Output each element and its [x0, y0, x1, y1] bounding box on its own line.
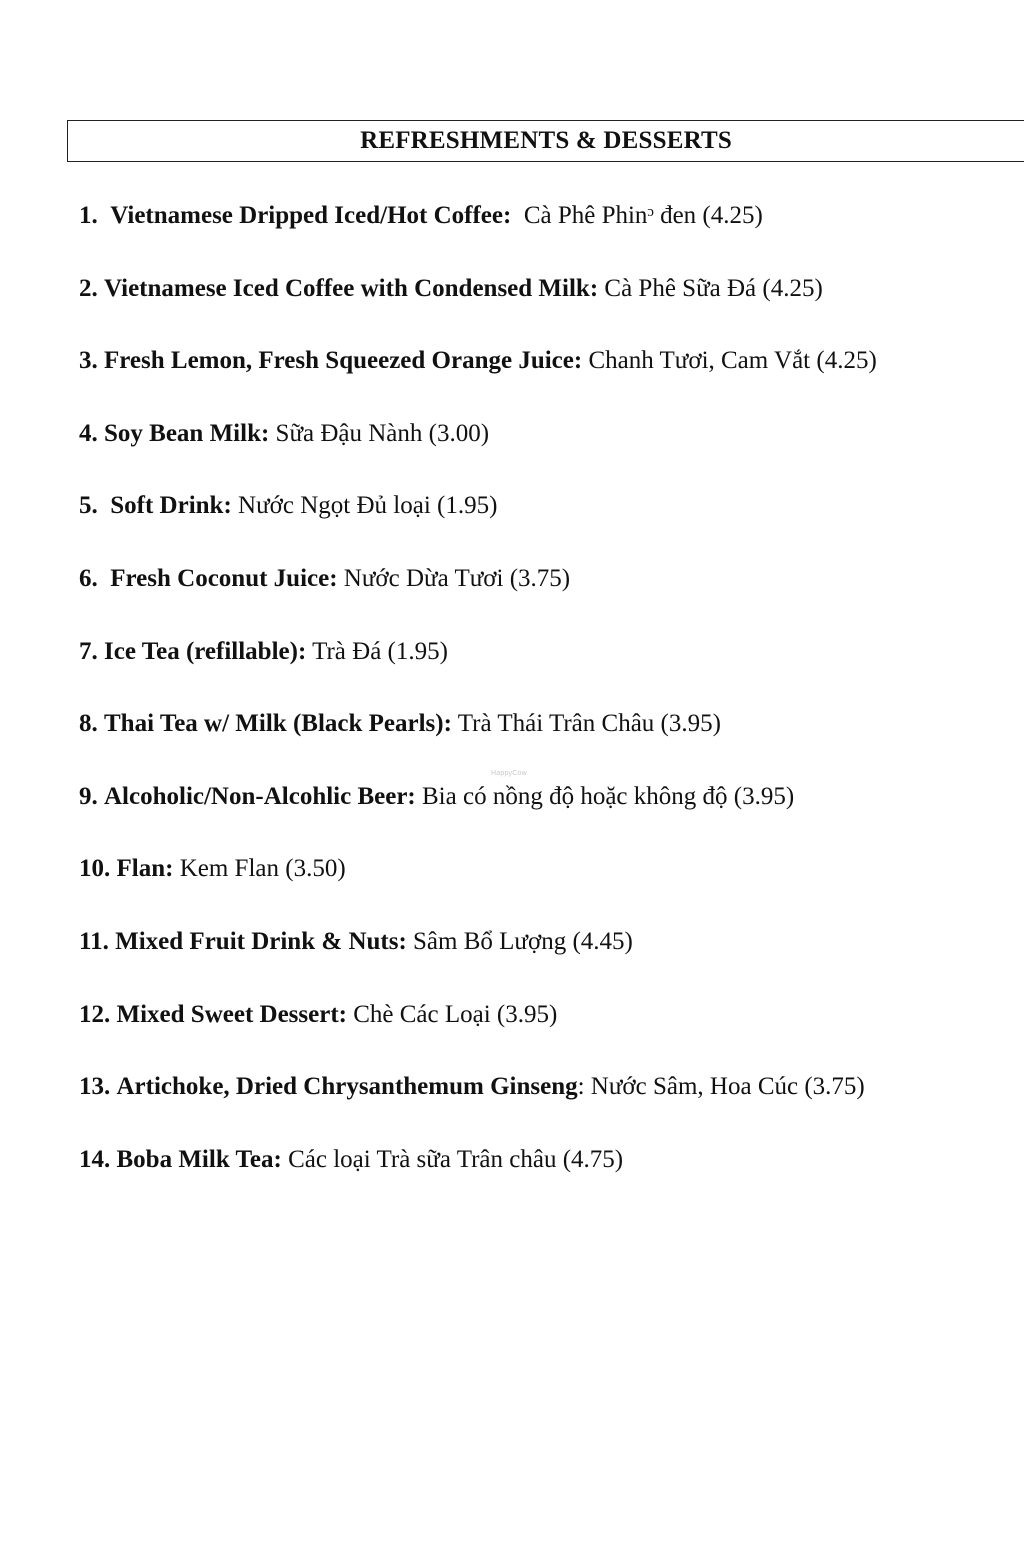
menu-item-number: 11. — [79, 927, 109, 955]
menu-item-name: Mixed Fruit Drink & Nuts: — [115, 927, 407, 955]
menu-item-detail: Chè Các Loại (3.95) — [346, 1000, 558, 1028]
menu-item-number: 13. — [79, 1073, 111, 1101]
menu-item — [79, 706, 1009, 779]
title-box — [67, 120, 1024, 162]
watermark-text: HappyCow — [491, 770, 527, 777]
menu-item-number: 7. — [79, 637, 98, 665]
menu-item-number: 8. — [79, 710, 98, 738]
menu-item-detail: Sữa Đậu Nành (3.00) — [269, 419, 490, 447]
menu-item-detail: Nước Ngọt Đủ loại (1.95) — [231, 492, 498, 520]
menu-item-number: 10. — [79, 855, 111, 883]
menu-item-number: 3. — [79, 347, 98, 375]
menu-item-name: Vietnamese Dripped Iced/Hot Coffee: — [110, 202, 512, 229]
menu-item-detail: Trà Thái Trân Châu (3.95) — [451, 710, 721, 738]
menu-item — [79, 1069, 1009, 1142]
menu-item-number: 9. — [79, 782, 98, 810]
menu-list — [79, 198, 1009, 1214]
menu-item-number: 14. — [79, 1145, 111, 1173]
menu-item-name: Fresh Lemon, Fresh Squeezed Orange Juice: — [104, 347, 583, 375]
menu-item-detail: Bia có nồng độ hoặc không độ (3.95) — [415, 782, 795, 810]
menu-item-gap — [98, 202, 111, 229]
menu-item-name: Fresh Coconut Juice: — [110, 564, 338, 592]
page-title: REFRESHMENTS & DESSERTS — [360, 127, 732, 154]
menu-item-name: Vietnamese Iced Coffee with Condensed Milk: — [104, 274, 599, 302]
menu-item — [79, 271, 1009, 344]
menu-item — [79, 997, 1009, 1070]
menu-item — [79, 779, 1009, 852]
menu-item-detail: Cà Phê Phinᵓ đen (4.25) — [511, 202, 763, 229]
menu-item — [79, 343, 1009, 416]
menu-item-name: Mixed Sweet Dessert: — [116, 1000, 347, 1028]
menu-item — [79, 416, 1009, 489]
menu-item — [79, 1142, 1009, 1215]
menu-item-gap — [98, 565, 111, 592]
menu-item-name: Soft Drink: — [110, 492, 232, 520]
menu-item-detail: Nước Dừa Tươi (3.75) — [337, 564, 571, 592]
menu-item — [79, 561, 1009, 634]
menu-item-number: 12. — [79, 1000, 111, 1028]
menu-item-number: 5. — [79, 492, 98, 520]
menu-item — [79, 924, 1009, 997]
menu-item-name: Ice Tea (refillable): — [104, 637, 307, 665]
menu-item-name: Thai Tea w/ Milk (Black Pearls): — [104, 710, 452, 738]
menu-item — [79, 198, 1009, 271]
menu-item-name: Alcoholic/Non-Alcohlic Beer: — [104, 782, 416, 810]
menu-item — [79, 634, 1009, 707]
menu-item-name: Boba Milk Tea: — [116, 1145, 282, 1173]
menu-item-detail: Chanh Tươi, Cam Vắt (4.25) — [582, 347, 877, 375]
menu-item-name: Artichoke, Dried Chrysanthemum Ginseng — [116, 1073, 578, 1101]
menu-item — [79, 851, 1009, 924]
menu-item-gap — [98, 492, 111, 519]
menu-item-number: 1. — [79, 202, 98, 229]
menu-item-detail: Trà Đá (1.95) — [306, 637, 448, 665]
menu-item-name: Soy Bean Milk: — [104, 419, 270, 447]
menu-item-number: 2. — [79, 274, 98, 302]
menu-item-name: Flan: — [116, 855, 174, 883]
menu-item-detail: Kem Flan (3.50) — [173, 855, 346, 883]
menu-item-detail: Sâm Bổ Lượng (4.45) — [406, 927, 633, 955]
menu-item-number: 4. — [79, 419, 98, 447]
menu-item — [79, 488, 1009, 561]
menu-item-detail: Các loại Trà sữa Trân châu (4.75) — [281, 1145, 624, 1173]
menu-item-detail: : Nước Sâm, Hoa Cúc (3.75) — [577, 1073, 865, 1101]
menu-item-detail: Cà Phê Sữa Đá (4.25) — [598, 274, 823, 302]
menu-item-number: 6. — [79, 564, 98, 592]
